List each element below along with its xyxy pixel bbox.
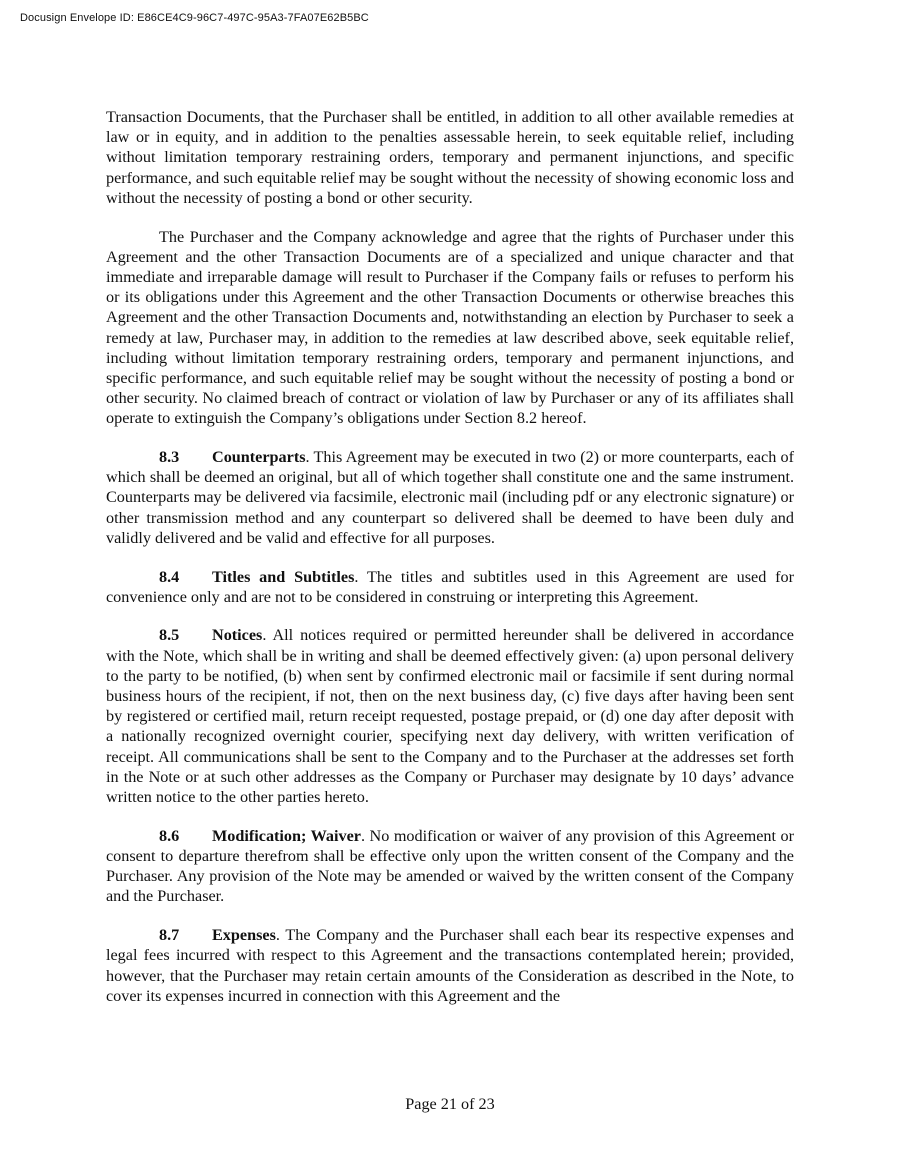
section-heading: Titles and Subtitles (212, 567, 355, 586)
section-heading: Modification; Waiver (212, 826, 361, 845)
section-8-7 (106, 925, 794, 1006)
section-body: . The Company and the Purchaser shall each bear its respective expenses and legal fees incurred with respect to this Agreement and the transactions contemplated herein; provided, however, that the Purchaser may retain certain amounts of the Consideration as described in the Note, to cover its expenses incurred in connection with this Agreement and the (106, 926, 794, 1005)
section-heading: Notices (212, 626, 263, 645)
section-number: 8.6 (159, 826, 180, 845)
paragraph-continuation: Transaction Documents, that the Purchaser shall be entitled, in addition to all other available remedies at law or in equity, and in addition to the penalties assessable herein, to seek equitable relief, including without limitation temporary restraining orders, temporary and permanent injunctions, and specific performance, and such equitable relief may be sought without the necessity of showing economic loss and without the necessity of posting a bond or other security. (106, 108, 794, 207)
section-number: 8.5 (159, 626, 180, 645)
document-body (106, 107, 794, 1024)
docusign-envelope-id: Docusign Envelope ID: E86CE4C9-96C7-497C-95A3-7FA07E62B5BC (20, 12, 369, 24)
section-8-4 (106, 567, 794, 607)
section-heading: Expenses (212, 926, 276, 945)
paragraph-acknowledge: The Purchaser and the Company acknowledge and agree that the rights of Purchaser under this Agreement and the other Transaction Documents are of a specialized and unique character and that immediate and irreparable damage will result to Purchaser if the Company fails or refuses to perform his or its obligations under this Agreement and the other Transaction Documents or otherwise breaches this Agreement and the other Transaction Documents and, notwithstanding an election by Purchaser to seek a remedy at law, Purchaser may, in addition to the remedies at law described above, seek equitable relief, including without limitation temporary restraining orders, temporary and permanent injunctions, and specific performance, and such equitable relief may be sought without the necessity of posting a bond or other security. No claimed breach of contract or violation of law by Purchaser or any of its affiliates shall operate to extinguish the Company’s obligations under Section 8.2 hereof. (106, 227, 794, 428)
section-body: . This Agreement may be executed in two (2) or more counterparts, each of which shall be deemed an original, but all of which together shall constitute one and the same instrument. Counterparts may be delivered via facsimile, electronic mail (including pdf or any electronic signature) or other transmission method and any counterpart so delivered shall be deemed to have been duly and validly delivered and be valid and effective for all purposes. (106, 448, 794, 547)
section-number: 8.4 (159, 567, 180, 586)
section-heading: Counterparts (212, 448, 306, 467)
section-number: 8.7 (159, 926, 180, 945)
section-body: . No modification or waiver of any provision of this Agreement or consent to departure therefrom shall be effective only upon the written consent of the Company and the Purchaser. Any provision of the Note may be amended or waived by the written consent of the Company and the Purchaser. (106, 826, 794, 906)
section-body: . All notices required or permitted hereunder shall be delivered in accordance with the Note, which shall be in writing and shall be deemed effectively given: (a) upon personal delivery to the party to be notified, (b) when sent by confirmed electronic mail or facsimile if sent during normal business hours of the recipient, if not, then on the next business day, (c) five days after having been sent by registered or certified mail, return receipt requested, postage prepaid, or (d) one day after deposit with a nationally recognized overnight courier, specifying next day delivery, with written verification of receipt. All communications shall be sent to the Company and to the Purchaser at the addresses set forth in the Note or at such other addresses as the Company or Purchaser may designate by 10 days’ advance written notice to the other parties hereto. (106, 626, 794, 807)
section-number: 8.3 (159, 448, 180, 467)
section-8-3 (106, 447, 794, 548)
section-8-6 (106, 826, 794, 907)
section-body: . The titles and subtitles used in this Agreement are used for convenience only and are not to be considered in construing or interpreting this Agreement. (106, 567, 795, 606)
page-number: Page 21 of 23 (405, 1095, 495, 1113)
section-8-5 (106, 625, 794, 807)
